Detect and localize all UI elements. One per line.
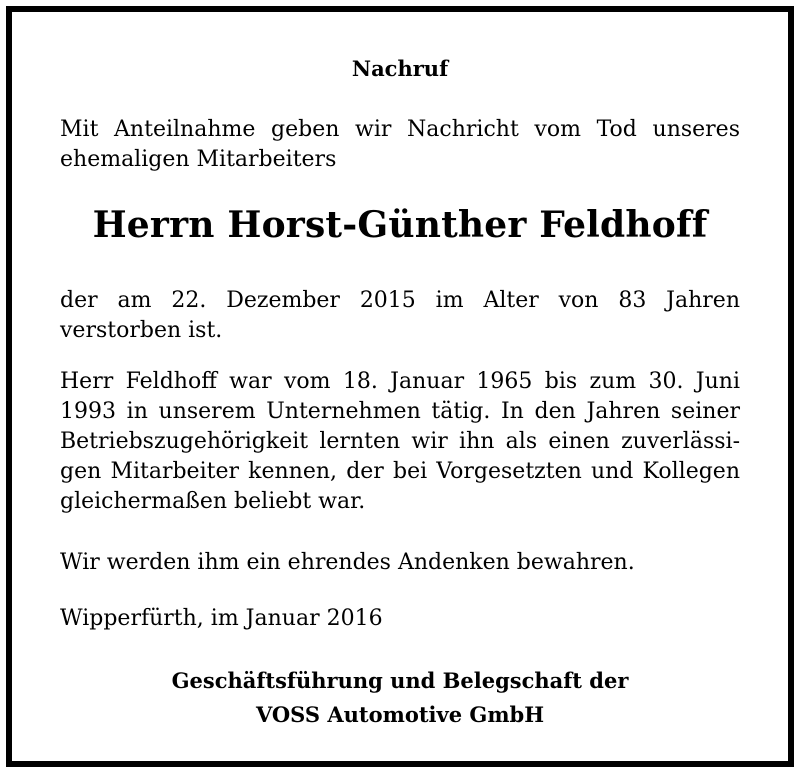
obituary-notice — [6, 6, 794, 767]
remembrance-paragraph: Wir werden ihm ein ehrendes Andenken bewahren. — [60, 550, 635, 575]
intro-paragraph: Mit Anteilnahme geben wir Nachricht vom Tod unseres ehemaligen Mitarbeiters — [60, 117, 740, 172]
signature-line-1: Geschäftsführung und Belegschaft der — [171, 668, 629, 693]
notice-title: Nachruf — [351, 56, 449, 81]
place-date: Wipperfürth, im Januar 2016 — [60, 606, 383, 631]
signature-line-2: VOSS Automotive GmbH — [255, 702, 545, 727]
death-paragraph: der am 22. Dezember 2015 im Alter von 83 Jahren verstorben ist. — [60, 288, 740, 343]
deceased-name: Herrn Horst-Günther Feldhoff — [92, 204, 708, 246]
employment-paragraph: Herr Feldhoff war vom 18. Januar 1965 bis zum 30. Juni 1993 in unserem Unternehmen tätig. In den Jahren seiner Betriebszugehörigkeit lernten wir ihn als einen zuverlässigen Mitarbeiter kennen, der bei Vorgesetzten und Kollegen gleichermaßen beliebt war. — [60, 369, 740, 514]
